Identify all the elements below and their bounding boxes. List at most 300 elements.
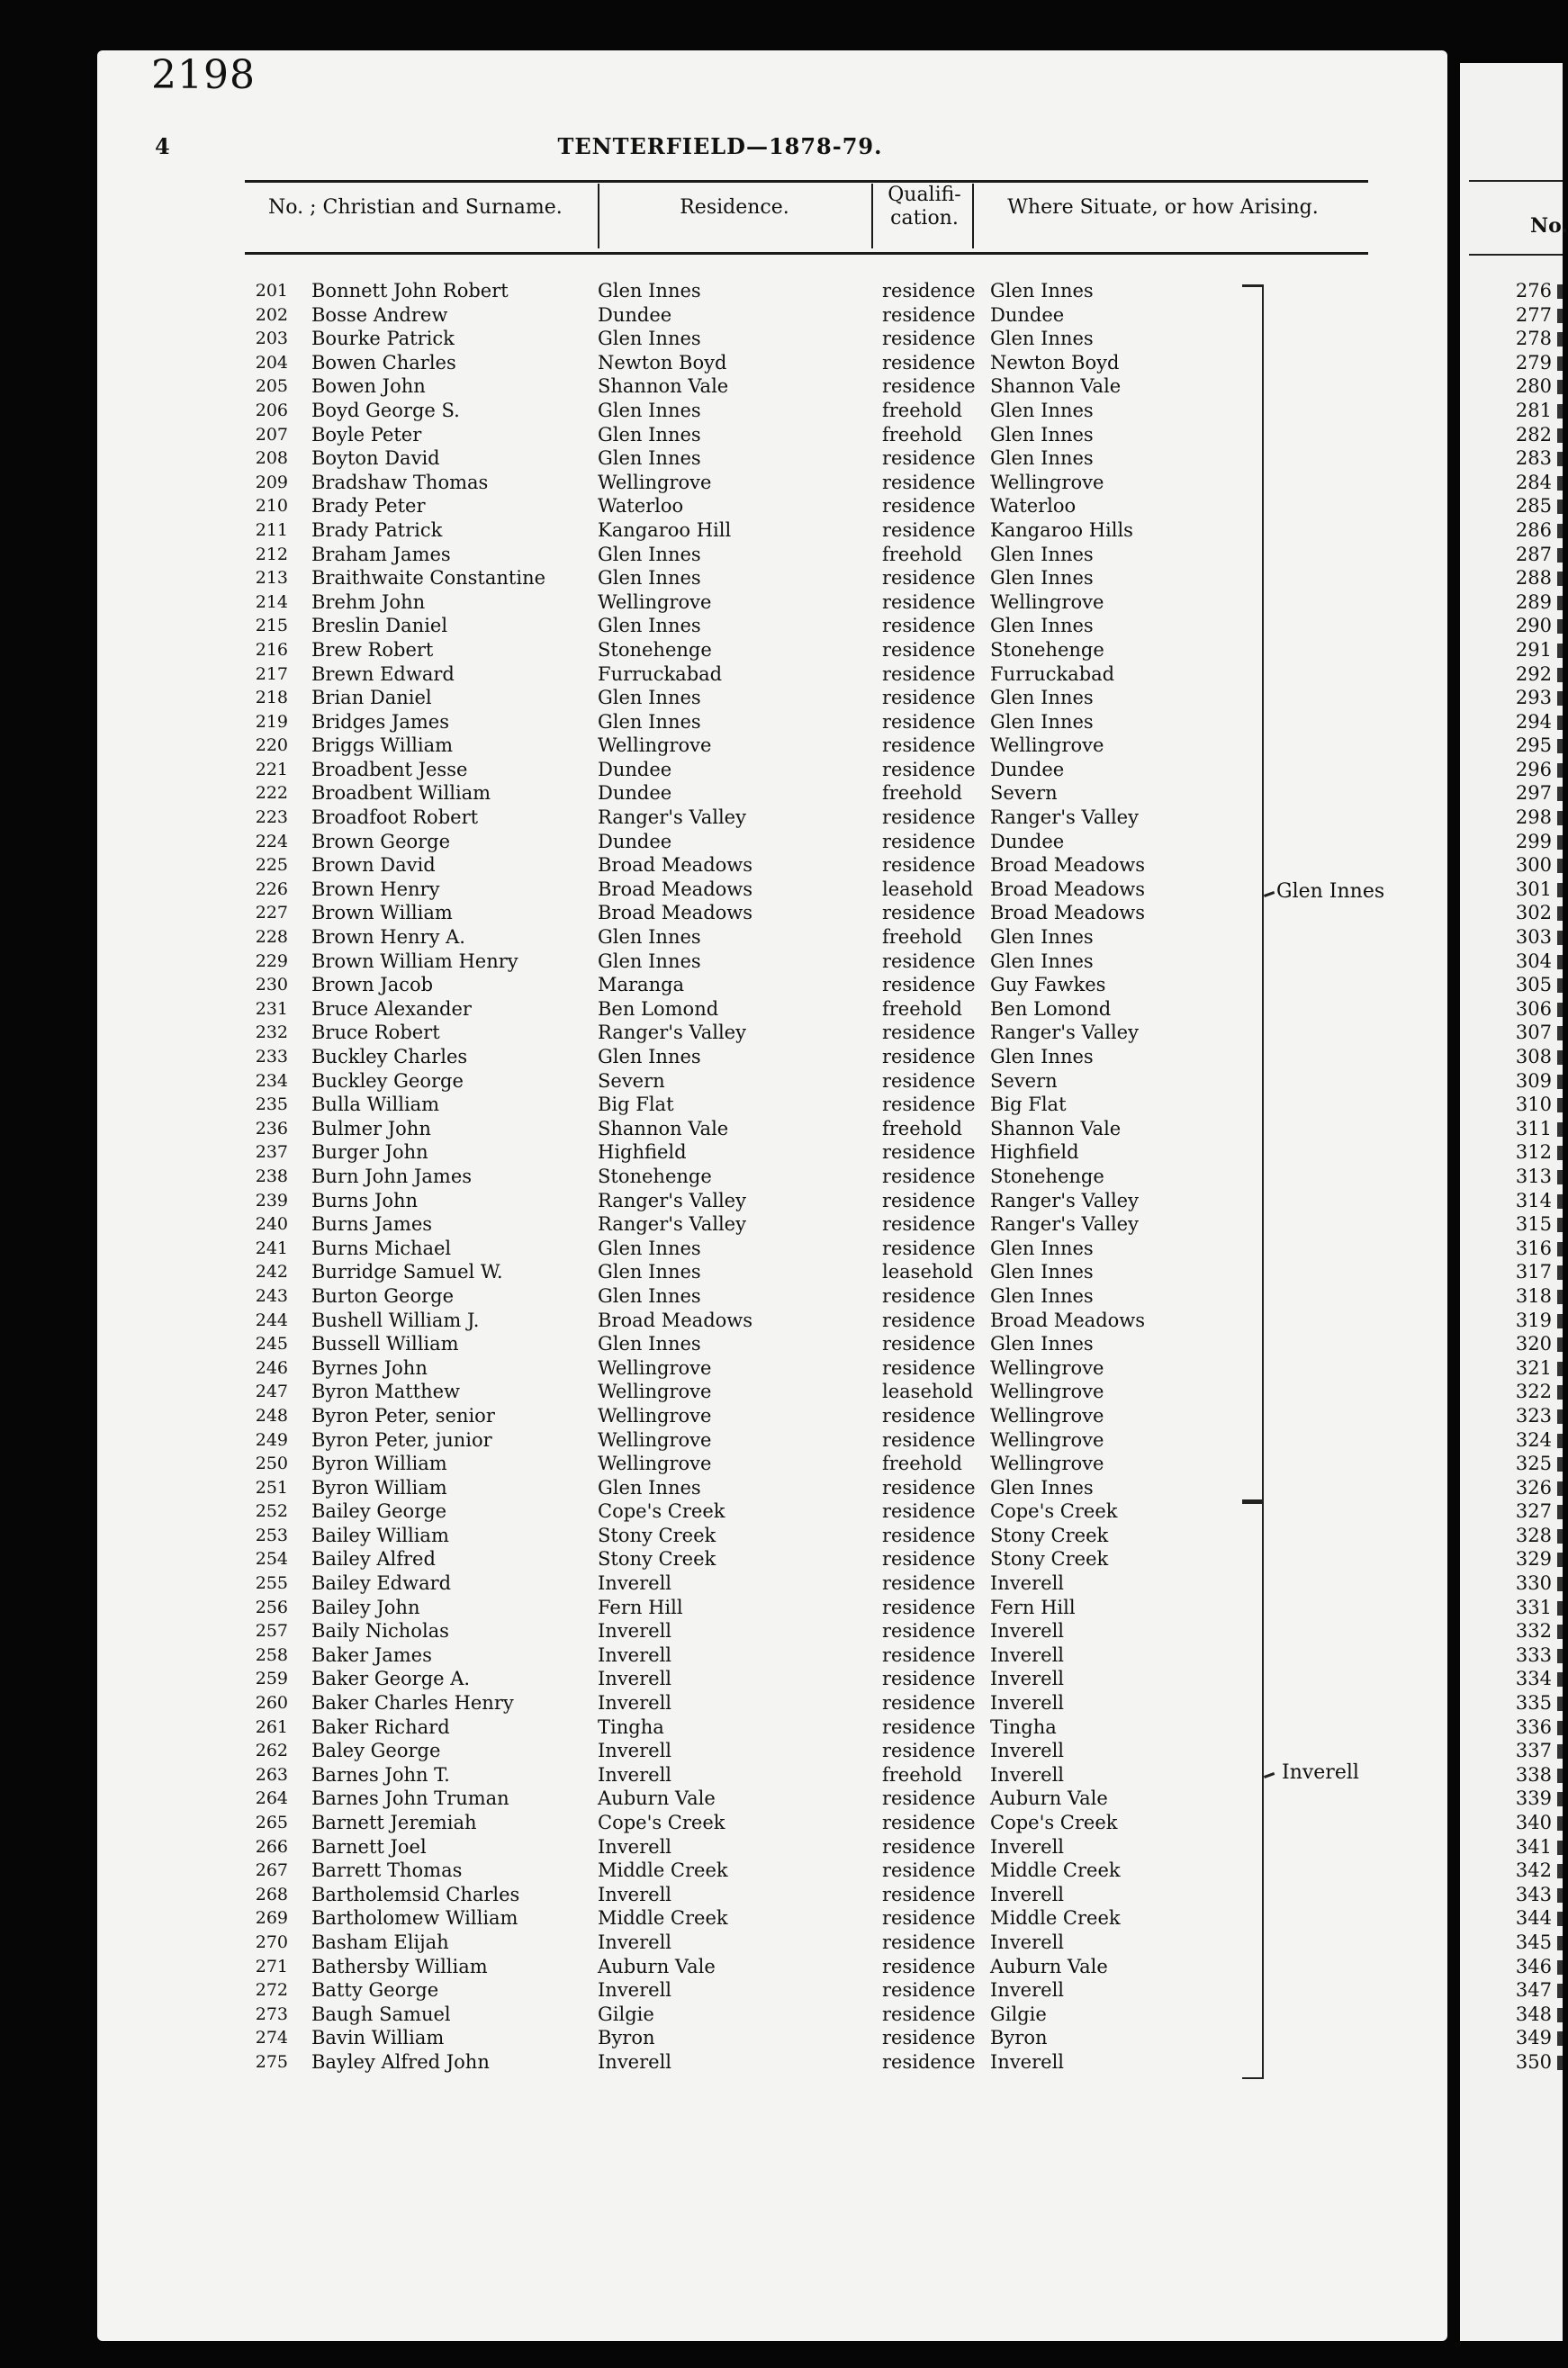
- table-row: [245, 973, 1415, 997]
- entry-where: Inverell: [990, 1668, 1065, 1690]
- entry-where: Gilgie: [990, 2003, 1047, 2025]
- entry-name: Byron Peter, senior: [311, 1404, 495, 1427]
- entry-where: Dundee: [990, 303, 1065, 326]
- entry-number: 250: [255, 1454, 288, 1474]
- entry-residence: Maranga: [598, 974, 685, 996]
- entry-number: 210: [255, 496, 288, 517]
- entry-where: Broad Meadows: [990, 1309, 1146, 1331]
- entry-where: Wellingrove: [990, 734, 1104, 757]
- entry-number: 226: [255, 878, 288, 899]
- entry-number: 270: [255, 1931, 288, 1952]
- entry-name: Bayley Alfred John: [311, 2050, 490, 2073]
- entry-qualification: residence: [882, 1787, 976, 1810]
- entry-name: Bavin William: [311, 2027, 445, 2049]
- entry-number: 223: [255, 807, 288, 828]
- entry-number: 221: [255, 759, 288, 779]
- entry-name: Bulmer John: [311, 1117, 431, 1139]
- entry-qualification: residence: [882, 1955, 976, 1977]
- entry-number: 241: [255, 1238, 288, 1258]
- entry-number: 267: [255, 1860, 288, 1881]
- entry-number: 244: [255, 1310, 288, 1330]
- entry-number: 231: [255, 998, 288, 1019]
- entry-residence: Glen Innes: [598, 687, 701, 709]
- entry-qualification: residence: [882, 1284, 976, 1307]
- entry-number: 230: [255, 975, 288, 995]
- table-row: [245, 1260, 1415, 1284]
- table-row: [245, 1691, 1415, 1715]
- entry-number: 220: [255, 735, 288, 756]
- entry-name: Broadbent William: [311, 782, 491, 805]
- entry-qualification: residence: [882, 2003, 976, 2025]
- next-page-entry-number: 290: [1510, 614, 1563, 638]
- entry-qualification: residence: [882, 1404, 976, 1427]
- entry-qualification: residence: [882, 1835, 976, 1858]
- next-page-entry-number: 343: [1510, 1883, 1563, 1907]
- entry-where: Inverell: [990, 1931, 1065, 1953]
- entry-number: 215: [255, 616, 288, 636]
- entry-where: Wellingrove: [990, 1356, 1104, 1379]
- entry-name: Brady Peter: [311, 495, 426, 518]
- next-page-entry-number: 285: [1510, 494, 1563, 518]
- entry-name: Burger John: [311, 1141, 428, 1164]
- entry-number: 207: [255, 424, 288, 445]
- entry-name: Brian Daniel: [311, 687, 432, 709]
- entry-qualification: residence: [882, 2027, 976, 2049]
- entry-number: 246: [255, 1357, 288, 1378]
- entry-number: 243: [255, 1285, 288, 1306]
- next-page-entry-number: 277: [1510, 303, 1563, 328]
- entry-residence: Glen Innes: [598, 1476, 701, 1499]
- entry-qualification: freehold: [882, 926, 962, 949]
- entry-residence: Inverell: [598, 1620, 672, 1643]
- entry-residence: Cope's Creek: [598, 1812, 725, 1833]
- entry-residence: Gilgie: [598, 2003, 654, 2025]
- next-page-entry-number: 348: [1510, 2003, 1563, 2027]
- next-page-entry-number: 350: [1510, 2050, 1563, 2075]
- entry-residence: Glen Innes: [598, 615, 701, 637]
- next-page-entry-number: 311: [1510, 1117, 1563, 1141]
- entry-residence: Glen Innes: [598, 1284, 701, 1307]
- table-row: [245, 1739, 1415, 1763]
- entry-residence: Dundee: [598, 303, 672, 326]
- table-row: [245, 1380, 1415, 1404]
- entry-where: Ranger's Valley: [990, 806, 1139, 829]
- entry-name: Boyton David: [311, 447, 440, 470]
- entry-qualification: residence: [882, 447, 976, 470]
- entry-where: Cope's Creek: [990, 1812, 1118, 1833]
- next-page-entry-number: 304: [1510, 950, 1563, 974]
- entry-name: Bushell William J.: [311, 1309, 480, 1331]
- entry-name: Barnes John Truman: [311, 1787, 509, 1810]
- table-row: [245, 1859, 1415, 1883]
- column-header-qualification: Qualifi- cation.: [888, 184, 961, 230]
- entry-where: Inverell: [990, 1979, 1065, 2002]
- entry-name: Brown George: [311, 830, 451, 852]
- entry-qualification: residence: [882, 1333, 976, 1355]
- entry-name: Baugh Samuel: [311, 2003, 451, 2025]
- entry-where: Tingha: [990, 1715, 1057, 1738]
- next-page-entry-number: 322: [1510, 1380, 1563, 1404]
- entry-where: Middle Creek: [990, 1907, 1121, 1930]
- next-page-entry-number: 310: [1510, 1093, 1563, 1117]
- entry-number: 263: [255, 1764, 288, 1785]
- entry-number: 236: [255, 1118, 288, 1139]
- entry-qualification: residence: [882, 902, 976, 924]
- entry-qualification: residence: [882, 1548, 976, 1571]
- entry-name: Byron William: [311, 1453, 447, 1475]
- entry-where: Broad Meadows: [990, 854, 1146, 877]
- next-page-entry-number: 323: [1510, 1404, 1563, 1428]
- entry-number: 242: [255, 1262, 288, 1283]
- next-page-entry-number: 309: [1510, 1069, 1563, 1094]
- next-page-entry-number: 293: [1510, 686, 1563, 710]
- entry-residence: Wellingrove: [598, 590, 712, 613]
- next-page-entry-number: 334: [1510, 1667, 1563, 1691]
- entry-name: Baker Charles Henry: [311, 1692, 514, 1715]
- next-page-entry-number: 295: [1510, 734, 1563, 758]
- entry-qualification: residence: [882, 1812, 976, 1833]
- next-page-entry-number: 344: [1510, 1906, 1563, 1931]
- entry-number: 219: [255, 711, 288, 732]
- table-row: [245, 1093, 1415, 1117]
- entry-where: Ranger's Valley: [990, 1189, 1139, 1211]
- entry-where: Glen Innes: [990, 926, 1094, 949]
- entry-number: 240: [255, 1214, 288, 1235]
- next-page-entry-number: 279: [1510, 351, 1563, 375]
- entry-number: 201: [255, 281, 288, 301]
- entry-name: Bailey Edward: [311, 1572, 452, 1595]
- entry-name: Burn John James: [311, 1165, 473, 1187]
- entry-residence: Glen Innes: [598, 567, 701, 590]
- entry-name: Brewn Edward: [311, 662, 455, 685]
- entry-name: Barrett Thomas: [311, 1859, 463, 1882]
- entry-name: Baley George: [311, 1740, 441, 1762]
- next-page-entry-number: 327: [1510, 1499, 1563, 1524]
- table-row: [245, 1021, 1415, 1045]
- entry-number: 269: [255, 1908, 288, 1929]
- next-page-entry-number: 313: [1510, 1165, 1563, 1189]
- entry-qualification: residence: [882, 806, 976, 829]
- entry-name: Bonnett John Robert: [311, 280, 509, 302]
- entry-number: 254: [255, 1549, 288, 1570]
- entry-residence: Broad Meadows: [598, 1309, 753, 1331]
- next-page-entry-number: 314: [1510, 1189, 1563, 1213]
- entry-number: 275: [255, 2051, 288, 2072]
- entry-qualification: residence: [882, 1596, 976, 1618]
- entry-number: 238: [255, 1166, 288, 1186]
- entry-where: Ranger's Valley: [990, 1213, 1139, 1236]
- entry-where: Waterloo: [990, 495, 1077, 518]
- group-label: Glen Innes: [1276, 880, 1385, 903]
- next-page-entry-number: 287: [1510, 543, 1563, 567]
- entry-name: Byron Peter, junior: [311, 1428, 492, 1451]
- entry-where: Broad Meadows: [990, 902, 1146, 924]
- table-row: [245, 1906, 1415, 1931]
- entry-residence: Kangaroo Hill: [598, 518, 732, 541]
- entry-where: Glen Innes: [990, 1333, 1094, 1355]
- entry-name: Broadfoot Robert: [311, 806, 479, 829]
- entry-name: Broadbent Jesse: [311, 758, 468, 780]
- entry-where: Kangaroo Hills: [990, 518, 1133, 541]
- table-row: [245, 1165, 1415, 1189]
- entry-name: Burns John: [311, 1189, 419, 1211]
- entry-qualification: residence: [882, 1309, 976, 1331]
- next-page-entry-number: 325: [1510, 1452, 1563, 1476]
- next-page-entry-number: 339: [1510, 1787, 1563, 1811]
- table-row: [245, 710, 1415, 734]
- next-page-entry-number: 281: [1510, 399, 1563, 423]
- entry-qualification: residence: [882, 518, 976, 541]
- next-page-entry-number: 336: [1510, 1715, 1563, 1740]
- entry-number: 257: [255, 1621, 288, 1642]
- table-row: [245, 1212, 1415, 1237]
- entry-residence: Stony Creek: [598, 1548, 716, 1571]
- table-row: [245, 399, 1415, 423]
- column-divider: [871, 184, 873, 248]
- next-page-entry-number: 315: [1510, 1212, 1563, 1237]
- entry-residence: Inverell: [598, 1835, 672, 1858]
- entry-number: 206: [255, 400, 288, 420]
- entry-number: 256: [255, 1597, 288, 1617]
- entry-qualification: freehold: [882, 399, 962, 421]
- entry-number: 248: [255, 1405, 288, 1426]
- next-page-entry-number: 298: [1510, 806, 1563, 830]
- table-row: [245, 1955, 1415, 1979]
- header-rule-bottom: [1469, 254, 1563, 256]
- table-row: [245, 1835, 1415, 1859]
- next-page-entry-number: 328: [1510, 1524, 1563, 1548]
- next-page-entry-number: 347: [1510, 1978, 1563, 2003]
- table-row: [245, 1499, 1415, 1524]
- entry-name: Baker George A.: [311, 1668, 471, 1690]
- table-row: [245, 1571, 1415, 1596]
- table-row: [245, 1117, 1415, 1141]
- entry-name: Barnes John T.: [311, 1763, 450, 1786]
- entry-number: 217: [255, 663, 288, 684]
- entry-qualification: residence: [882, 1668, 976, 1690]
- entry-where: Glen Innes: [990, 399, 1094, 421]
- entry-number: 213: [255, 568, 288, 589]
- next-page-entry-number: 318: [1510, 1284, 1563, 1309]
- entry-where: Glen Innes: [990, 567, 1094, 590]
- entry-number: 222: [255, 783, 288, 804]
- table-row: [245, 1356, 1415, 1381]
- entry-name: Boyle Peter: [311, 423, 422, 446]
- table-row: [245, 878, 1415, 902]
- entry-residence: Glen Innes: [598, 543, 701, 565]
- entry-residence: Highfield: [598, 1141, 687, 1164]
- entry-residence: Newton Boyd: [598, 351, 727, 374]
- entry-residence: Inverell: [598, 1979, 672, 2002]
- next-page-numbers: [1510, 279, 1563, 2075]
- entry-number: 218: [255, 688, 288, 708]
- next-page-entry-number: 307: [1510, 1021, 1563, 1045]
- entry-residence: Wellingrove: [598, 1381, 712, 1403]
- entry-qualification: residence: [882, 1165, 976, 1187]
- table-row: [245, 830, 1415, 854]
- entry-where: Inverell: [990, 2050, 1065, 2073]
- entry-where: Severn: [990, 1069, 1058, 1092]
- group-label: Inverell: [1282, 1761, 1359, 1784]
- entry-residence: Wellingrove: [598, 1453, 712, 1475]
- entry-name: Batty George: [311, 1979, 439, 2002]
- entry-residence: Inverell: [598, 1692, 672, 1715]
- next-page-entry-number: 284: [1510, 471, 1563, 495]
- entry-residence: Broad Meadows: [598, 878, 753, 900]
- entry-name: Bailey William: [311, 1524, 449, 1546]
- entry-where: Glen Innes: [990, 423, 1094, 446]
- column-header-residence: Residence.: [680, 196, 789, 219]
- entry-name: Bourke Patrick: [311, 328, 455, 350]
- table-row: [245, 1332, 1415, 1356]
- next-page-entry-number: 337: [1510, 1739, 1563, 1763]
- entry-qualification: residence: [882, 687, 976, 709]
- entry-name: Bowen John: [311, 375, 426, 398]
- entry-residence: Broad Meadows: [598, 902, 753, 924]
- next-page-no-header: No.: [1530, 214, 1568, 238]
- entry-residence: Glen Innes: [598, 1261, 701, 1283]
- next-page-entry-number: 291: [1510, 638, 1563, 662]
- next-page-entry-number: 280: [1510, 374, 1563, 399]
- entry-name: Brown William: [311, 902, 453, 924]
- entry-where: Inverell: [990, 1620, 1065, 1643]
- entry-number: 229: [255, 950, 288, 971]
- entry-residence: Ranger's Valley: [598, 806, 746, 829]
- entry-qualification: residence: [882, 974, 976, 996]
- entry-qualification: residence: [882, 567, 976, 590]
- entry-where: Auburn Vale: [990, 1787, 1108, 1810]
- entry-qualification: residence: [882, 1572, 976, 1595]
- table-row: [245, 1452, 1415, 1476]
- table-row: [245, 781, 1415, 806]
- page-number: 4: [155, 133, 170, 159]
- entry-where: Fern Hill: [990, 1596, 1076, 1618]
- table-row: [245, 1547, 1415, 1571]
- entry-where: Severn: [990, 782, 1058, 805]
- entry-qualification: residence: [882, 1069, 976, 1092]
- entry-residence: Dundee: [598, 758, 672, 780]
- next-page-entry-number: 330: [1510, 1571, 1563, 1596]
- next-page-entry-number: 340: [1510, 1811, 1563, 1835]
- entry-residence: Glen Innes: [598, 447, 701, 470]
- table-row: [245, 997, 1415, 1022]
- entry-residence: Glen Innes: [598, 280, 701, 302]
- entry-residence: Inverell: [598, 1931, 672, 1953]
- table-row: [245, 2026, 1415, 2050]
- entry-number: 247: [255, 1382, 288, 1402]
- entry-qualification: residence: [882, 1500, 976, 1523]
- entry-where: Cope's Creek: [990, 1500, 1118, 1523]
- entry-name: Byron Matthew: [311, 1381, 461, 1403]
- next-page-entry-number: 294: [1510, 710, 1563, 734]
- next-page-entry-number: 321: [1510, 1356, 1563, 1381]
- entry-residence: Glen Innes: [598, 950, 701, 972]
- entry-name: Boyd George S.: [311, 399, 460, 421]
- entry-qualification: freehold: [882, 997, 962, 1020]
- next-page-entry-number: 288: [1510, 566, 1563, 590]
- entry-qualification: residence: [882, 758, 976, 780]
- next-page-entry-number: 324: [1510, 1428, 1563, 1453]
- next-page-entry-number: 308: [1510, 1045, 1563, 1069]
- next-page-entry-number: 317: [1510, 1260, 1563, 1284]
- entry-where: Inverell: [990, 1643, 1065, 1666]
- entry-number: 258: [255, 1644, 288, 1665]
- entry-qualification: residence: [882, 1189, 976, 1211]
- entry-residence: Stony Creek: [598, 1524, 716, 1546]
- entry-number: 260: [255, 1693, 288, 1714]
- entry-name: Byrnes John: [311, 1356, 428, 1379]
- header-rule-top: [245, 180, 1368, 183]
- table-row: [245, 1643, 1415, 1668]
- table-row: [245, 662, 1415, 687]
- next-page-entry-number: 329: [1510, 1547, 1563, 1571]
- entry-name: Brew Robert: [311, 638, 434, 661]
- entry-name: Byron William: [311, 1476, 447, 1499]
- entry-residence: Big Flat: [598, 1094, 674, 1116]
- entry-qualification: freehold: [882, 423, 962, 446]
- entry-name: Bussell William: [311, 1333, 459, 1355]
- table-row: [245, 1404, 1415, 1428]
- entry-number: 245: [255, 1334, 288, 1355]
- entry-qualification: freehold: [882, 1763, 962, 1786]
- entry-qualification: residence: [882, 662, 976, 685]
- next-page-entry-number: 320: [1510, 1332, 1563, 1356]
- entry-where: Glen Innes: [990, 1237, 1094, 1259]
- entry-where: Glen Innes: [990, 328, 1094, 350]
- entry-name: Bailey George: [311, 1500, 447, 1523]
- table-row: [245, 950, 1415, 974]
- entry-residence: Shannon Vale: [598, 375, 729, 398]
- entry-name: Bruce Robert: [311, 1022, 440, 1044]
- page-title: TENTERFIELD—1878-79.: [557, 133, 883, 159]
- entry-residence: Inverell: [598, 1643, 672, 1666]
- entry-residence: Broad Meadows: [598, 854, 753, 877]
- entry-qualification: residence: [882, 495, 976, 518]
- entry-number: 205: [255, 376, 288, 397]
- table-row: [245, 327, 1415, 351]
- next-page-entry-number: 289: [1510, 590, 1563, 615]
- table-row: [245, 1069, 1415, 1094]
- entry-qualification: freehold: [882, 782, 962, 805]
- entry-number: 203: [255, 329, 288, 349]
- table-row: [245, 1428, 1415, 1453]
- next-page-entry-number: 349: [1510, 2026, 1563, 2050]
- entry-residence: Glen Innes: [598, 328, 701, 350]
- next-page-entry-number: 303: [1510, 925, 1563, 950]
- entry-residence: Tingha: [598, 1715, 664, 1738]
- header-rule-top: [1469, 180, 1563, 182]
- entry-where: Glen Innes: [990, 710, 1094, 733]
- table-row: [245, 1476, 1415, 1500]
- entry-name: Breslin Daniel: [311, 615, 448, 637]
- table-row: [245, 2050, 1415, 2075]
- entry-where: Glen Innes: [990, 1046, 1094, 1067]
- table-row: [245, 925, 1415, 950]
- entry-residence: Auburn Vale: [598, 1955, 716, 1977]
- entry-qualification: residence: [882, 1620, 976, 1643]
- table-row: [245, 1787, 1415, 1811]
- entry-number: 255: [255, 1573, 288, 1594]
- entry-residence: Inverell: [598, 1763, 672, 1786]
- entry-qualification: leasehold: [882, 1261, 974, 1283]
- next-page-entry-number: 300: [1510, 853, 1563, 878]
- table-row: [245, 1883, 1415, 1907]
- entry-qualification: residence: [882, 1715, 976, 1738]
- entry-where: Stony Creek: [990, 1524, 1109, 1546]
- group-brace-glen-innes: [1242, 284, 1264, 1501]
- entry-qualification: residence: [882, 1428, 976, 1451]
- entry-where: Ben Lomond: [990, 997, 1112, 1020]
